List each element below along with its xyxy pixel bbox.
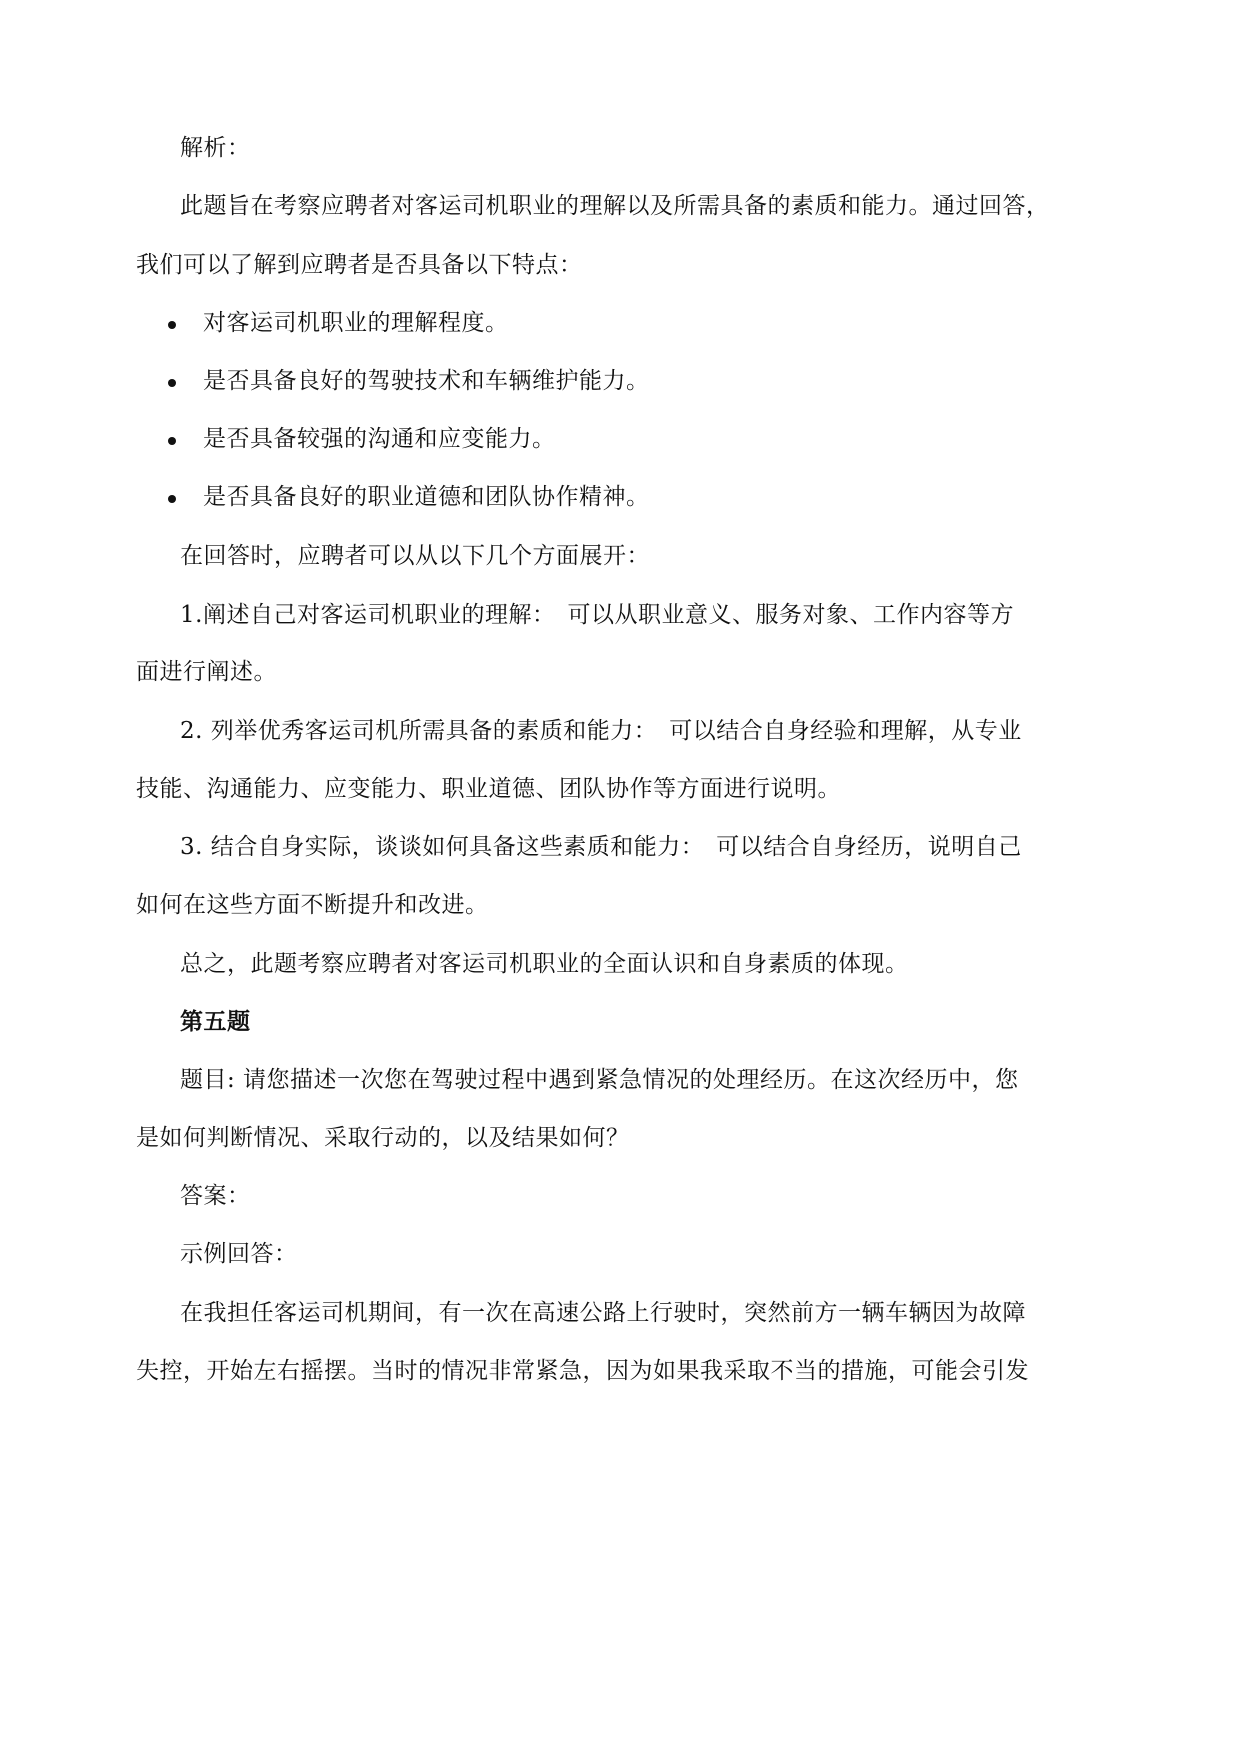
analysis-summary: 总之，此题考察应聘者对客运司机职业的全面认识和自身素质的体现。: [180, 951, 909, 977]
bullet-icon: [168, 495, 176, 503]
question-5-prompt-line-1: 题目: 请您描述一次您在驾驶过程中遇到紧急情况的处理经历。在这次经历中，您: [180, 1067, 1019, 1093]
analysis-heading: 解析：: [180, 135, 251, 161]
bullet-icon: [168, 379, 176, 387]
example-line-2: 失控，开始左右摇摆。当时的情况非常紧急，因为如果我采取不当的措施，可能会引发: [136, 1358, 1029, 1384]
bullet-item-4: 是否具备良好的职业道德和团队协作精神。: [203, 484, 650, 510]
answer-label: 答案：: [180, 1183, 251, 1209]
example-line-1: 在我担任客运司机期间，有一次在高速公路上行驶时，突然前方一辆车辆因为故障: [180, 1300, 1026, 1326]
bullet-item-1: 对客运司机职业的理解程度。: [203, 310, 509, 336]
bullet-item-2: 是否具备良好的驾驶技术和车辆维护能力。: [203, 368, 650, 394]
point-2-line-2: 技能、沟通能力、应变能力、职业道德、团队协作等方面进行说明。: [136, 776, 841, 802]
bullet-item-3: 是否具备较强的沟通和应变能力。: [203, 426, 556, 452]
point-3-line-1: 3. 结合自身实际，谈谈如何具备这些素质和能力： 可以结合自身经历，说明自己: [180, 834, 1022, 860]
point-1-line-1: 1.阐述自己对客运司机职业的理解： 可以从职业意义、服务对象、工作内容等方: [180, 602, 1014, 628]
answer-intro: 在回答时，应聘者可以从以下几个方面展开：: [180, 543, 650, 569]
question-5-title: 第五题: [180, 1008, 251, 1035]
bullet-icon: [168, 321, 176, 329]
analysis-intro-line-2: 我们可以了解到应聘者是否具备以下特点：: [136, 252, 583, 278]
point-3-line-2: 如何在这些方面不断提升和改进。: [136, 892, 489, 918]
point-2-line-1: 2. 列举优秀客运司机所需具备的素质和能力： 可以结合自身经验和理解，从专业: [180, 718, 1022, 744]
bullet-icon: [168, 437, 176, 445]
analysis-intro-line-1: 此题旨在考察应聘者对客运司机职业的理解以及所需具备的素质和能力。通过回答，: [180, 193, 1050, 219]
point-1-line-2: 面进行阐述。: [136, 659, 277, 685]
question-5-prompt-line-2: 是如何判断情况、采取行动的，以及结果如何？: [136, 1125, 630, 1151]
example-label: 示例回答：: [180, 1241, 298, 1267]
